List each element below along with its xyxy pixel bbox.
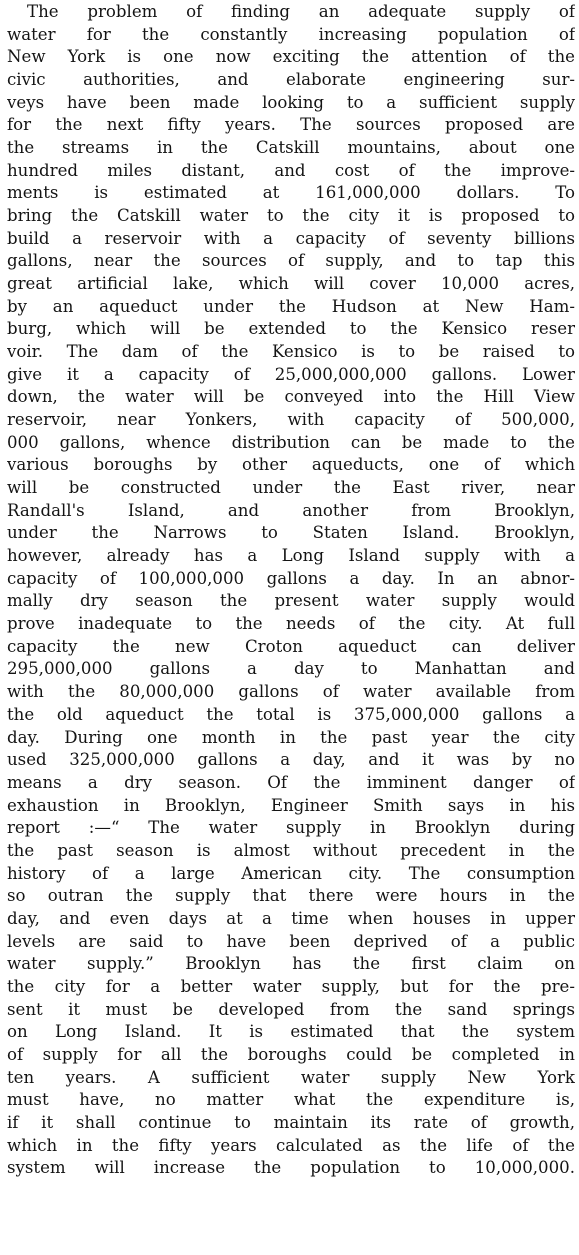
- text-line: 000 gallons, whence distribution can be made to the: [7, 432, 575, 452]
- text-line: on Long Island. It is estimated that the system: [7, 1022, 575, 1042]
- text-line: for the next fifty years. The sources proposed are: [7, 115, 575, 135]
- text-line: the streams in the Catskill mountains, about one: [7, 138, 575, 158]
- text-line: New York is one now exciting the attention of the: [7, 47, 575, 67]
- text-line: capacity of 100,000,000 gallons a day. In an abnor-: [7, 568, 575, 588]
- text-line: prove inadequate to the needs of the city. At full: [7, 614, 575, 634]
- text-line: civic authorities, and elaborate engineering sur-: [7, 70, 575, 90]
- text-line: mally dry season the present water supply would: [7, 591, 575, 611]
- text-line: ments is estimated at 161,000,000 dollars. To: [7, 183, 575, 203]
- text-line: water supply.” Brooklyn has the first claim on: [7, 954, 575, 974]
- article-text: [7, 1, 575, 1180]
- text-line: system will increase the population to 10,000,000.: [7, 1158, 575, 1178]
- text-line: give it a capacity of 25,000,000,000 gallons. Lower: [7, 364, 575, 384]
- text-line: capacity the new Croton aqueduct can deliver: [7, 636, 575, 656]
- text-line: sent it must be developed from the sand springs: [7, 999, 575, 1019]
- text-line: day, and even days at a time when houses in upper: [7, 908, 575, 928]
- text-line: under the Narrows to Staten Island. Brooklyn,: [7, 523, 575, 543]
- text-line: down, the water will be conveyed into the Hill View: [7, 387, 575, 407]
- text-line: the old aqueduct the total is 375,000,000 gallons a: [7, 704, 575, 724]
- text-line: great artificial lake, which will cover 10,000 acres,: [7, 274, 575, 294]
- text-line: will be constructed under the East river, near: [7, 478, 575, 498]
- text-line: with the 80,000,000 gallons of water available from: [7, 682, 575, 702]
- text-line: the city for a better water supply, but for the pre-: [7, 976, 575, 996]
- text-line: burg, which will be extended to the Kensico reser: [7, 319, 575, 339]
- text-line: report :—“ The water supply in Brooklyn during: [7, 818, 575, 838]
- text-line: water for the constantly increasing population of: [7, 24, 575, 44]
- text-line: history of a large American city. The consumption: [7, 863, 575, 883]
- text-line: gallons, near the sources of supply, and to tap this: [7, 251, 575, 271]
- text-line: so outran the supply that there were hours in the: [7, 886, 575, 906]
- text-line: Randall's Island, and another from Brooklyn,: [7, 500, 575, 520]
- text-line: veys have been made looking to a sufficient supply: [7, 92, 575, 112]
- text-line: the past season is almost without precedent in the: [7, 840, 575, 860]
- text-line: means a dry season. Of the imminent danger of: [7, 772, 575, 792]
- text-line: build a reservoir with a capacity of seventy billions: [7, 228, 575, 248]
- text-line: must have, no matter what the expenditure is,: [7, 1090, 575, 1110]
- text-line: bring the Catskill water to the city it is proposed to: [7, 206, 575, 226]
- text-line: 295,000,000 gallons a day to Manhattan and: [7, 659, 575, 679]
- text-line: The problem of finding an adequate supply of: [27, 2, 575, 21]
- text-line: ten years. A sufficient water supply New York: [7, 1067, 575, 1087]
- text-line: various boroughs by other aqueducts, one of which: [7, 455, 575, 475]
- text-line: of supply for all the boroughs could be completed in: [7, 1044, 575, 1064]
- text-line: day. During one month in the past year the city: [7, 727, 575, 747]
- text-line: however, already has a Long Island supply with a: [7, 546, 575, 566]
- text-line: by an aqueduct under the Hudson at New Ham-: [7, 296, 575, 316]
- text-line: which in the fifty years calculated as the life of the: [7, 1135, 575, 1155]
- text-line: voir. The dam of the Kensico is to be raised to: [7, 342, 575, 362]
- text-line: used 325,000,000 gallons a day, and it was by no: [7, 750, 575, 770]
- text-line: levels are said to have been deprived of a public: [7, 931, 575, 951]
- text-line: reservoir, near Yonkers, with capacity of 500,000,: [7, 410, 575, 430]
- text-line: hundred miles distant, and cost of the improve-: [7, 160, 575, 180]
- text-line: if it shall continue to maintain its rate of growth,: [7, 1112, 575, 1132]
- text-line: exhaustion in Brooklyn, Engineer Smith says in his: [7, 795, 575, 815]
